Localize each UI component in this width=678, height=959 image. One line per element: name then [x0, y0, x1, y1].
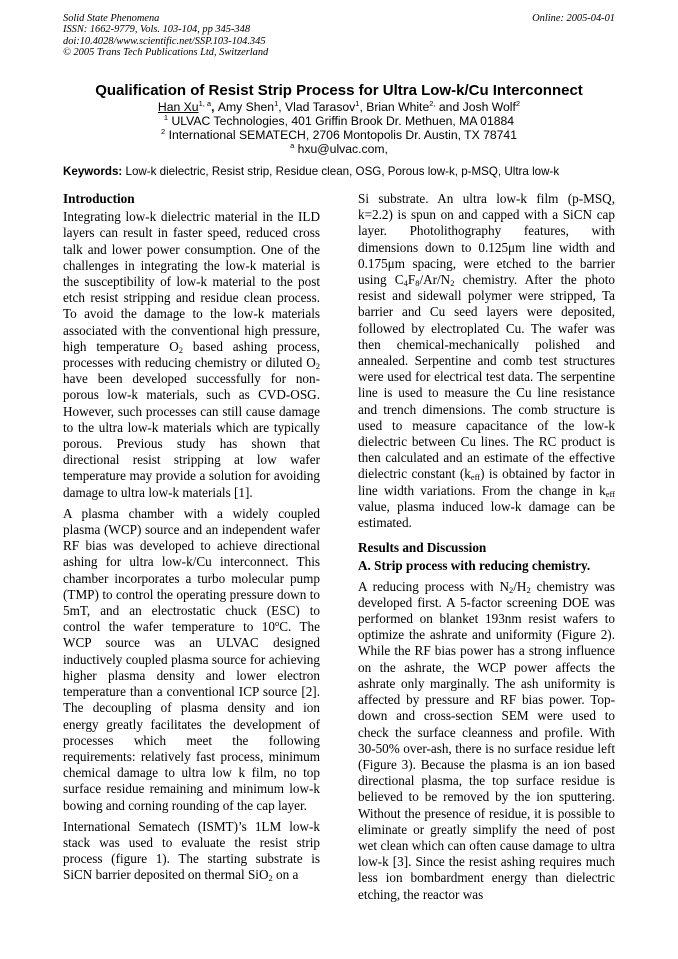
paragraph: A reducing process with $N_2/H_2$ chemistry was developed first. A 5-factor screening DOE was performed on blanket 193nm resist wafers to optimize the ashrate and uniformity (Figure 2). While the RF bias power has a strong influence on the ashrate, the WCP power affects the ashrate only marginally. The ash uniformity is affected by pressure and RF bias power. Top-down and cross-section SEM were used to check the surface cleanness and profile. With 30-50% over-ash, there is no surface residue left (Figure 3). Because the plasma is an ion based directional plasma, the top surface residue is believed to be removed by the ion sputtering. Without the presence of residue, it is possible to eliminate or greatly simplify the need of post wet clean which can often cause damage to ultra low-k [3]. Since the resist ashing requires much less ion bombardment energy than dielectric etching, the reactor was — [358, 578, 615, 902]
email — [50, 142, 628, 156]
online-date: Online: 2005-04-01 — [532, 13, 615, 24]
keywords-line — [63, 165, 559, 178]
affiliation-sup: 2 — [161, 127, 166, 136]
affiliation-sup: a — [290, 141, 295, 150]
author-separator: , — [278, 100, 286, 114]
title-block — [50, 81, 628, 156]
affiliation — [50, 128, 628, 142]
right-column — [358, 191, 615, 908]
author-name: Amy Shen — [217, 100, 275, 114]
issn-line: ISSN: 1662-9779, Vols. 103-104, pp 345-348 — [63, 24, 251, 36]
subsection-heading: A. Strip process with reducing chemistry. — [358, 558, 591, 574]
section-heading-introduction: Introduction — [63, 191, 135, 206]
doi-line: doi:10.4028/www.scientific.net/SSP.103-104.345 — [63, 35, 266, 47]
author-name: Vlad Tarasov — [285, 100, 356, 114]
keywords-text: Low-k dielectric, Resist strip, Residue clean, OSG, Porous low-k, p-MSQ, Ultra low-k — [125, 165, 560, 178]
affiliation — [50, 114, 628, 128]
author-name: Josh Wolf — [462, 100, 516, 114]
journal-header — [63, 13, 268, 59]
author-sup: 1 — [355, 99, 360, 108]
section-heading-results: Results and Discussion — [358, 540, 487, 556]
author-sup: 1, a — [198, 99, 212, 108]
affiliation-text: International SEMATECH, 2706 Montopolis Dr. Austin, TX 78741 — [168, 128, 517, 142]
author-sup: 1 — [274, 99, 279, 108]
keywords-label: Keywords: — [63, 165, 123, 178]
author-separator: , — [359, 100, 367, 114]
paragraph: Integrating low-k dielectric material in the ILD layers can result in faster speed, reduced cross talk and lower power consumption. One of the challenges in integrating the low-k material is the susceptibility of low-k material to the post etch resist stripping and residue clean process. To avoid the damage to the low-k materials associated with the conventional high pressure, high temperature $O_2$ based ashing process, processes with reducing chemistry or diluted $O_2$ have been developed successfully for non-porous low-k materials, such as CVD-OSG. However, such processes can still cause damage to the ultra low-k materials which are typically porous. Previous study has shown that directional resist stripping at low wafer temperature may provide a solution for avoiding damage to ultra low-k materials [1]. — [63, 209, 320, 500]
left-column — [63, 191, 320, 889]
paragraph: A plasma chamber with a widely coupled plasma (WCP) source and an independent wafer RF bias was developed to achieve directional ashing for ultra low-k/Cu interconnect. This chamber incorporates a turbo molecular pump (TMP) to control the operating pressure down to 5mT, and an electrostatic chuck (ESC) to control the wafer temperature to 10$^o$C. The WCP source was an ULVAC designed inductively coupled plasma source for achieving higher plasma density and lower electron temperature than a conventional ICP source [2]. The decoupling of plasma density and ion energy greatly facilitates the development of processes which meet the following requirements: relatively fast process, minimum chemical damage to ultra low k film, no top surface residue remaining and minimum low-k bowing and corning rounding of the cap layer. — [63, 505, 320, 813]
affiliation-text: ULVAC Technologies, 401 Griffin Brook Dr. Methuen, MA 01884 — [171, 114, 515, 128]
email-text[interactable]: hxu@ulvac.com, — [297, 142, 388, 156]
paper-title: Qualification of Resist Strip Process for Ultra Low-k/Cu Interconnect — [95, 82, 583, 99]
author-name: Han Xu — [157, 100, 199, 114]
paragraph: Si substrate. An ultra low-k film (p-MSQ, k=2.2) is spun on and capped with a SiCN cap layer. Photolithography features, with dimensions down to 0.125μm line width and 0.175μm spacing, were etched to the barrier using $C_4F_8/Ar/N_2$ chemistry. After the photo resist and sidewall polymer were stripped, Ta barrier and Cu seed layers were deposited, followed by electroplated Cu. The wafer was then chemical-mechanically polished and annealed. Serpentine and comb test structures were used for electrical test data. The serpentine line is used to measure the Cu line resistance and trench dimensions. The comb structure is used to measure capacitance of the low-k dielectric between Cu lines. The RC product is then calculated and an estimate of the effective dielectric constant $(k_{eff})$ is obtained by factor in line width variations. From the change in $k_{eff}$ value, plasma induced low-k damage can be estimated. — [358, 191, 615, 531]
author-separator: , — [211, 100, 218, 114]
author-sup: 2 — [515, 99, 521, 108]
author-sup: 2, — [429, 99, 436, 108]
paragraph: International Sematech (ISMT)’s 1LM low-k stack was used to evaluate the resist strip process (figure 1). The starting substrate is SiCN barrier deposited on thermal SiO$_2$ on a — [63, 818, 320, 884]
author-name: Brian White — [366, 100, 430, 114]
copyright-line: © 2005 Trans Tech Publications Ltd, Switzerland — [63, 47, 269, 59]
affiliation-sup: 1 — [163, 113, 169, 122]
author-separator: and — [435, 100, 463, 114]
author-list — [50, 100, 628, 114]
journal-name: Solid State Phenomena — [63, 13, 160, 24]
